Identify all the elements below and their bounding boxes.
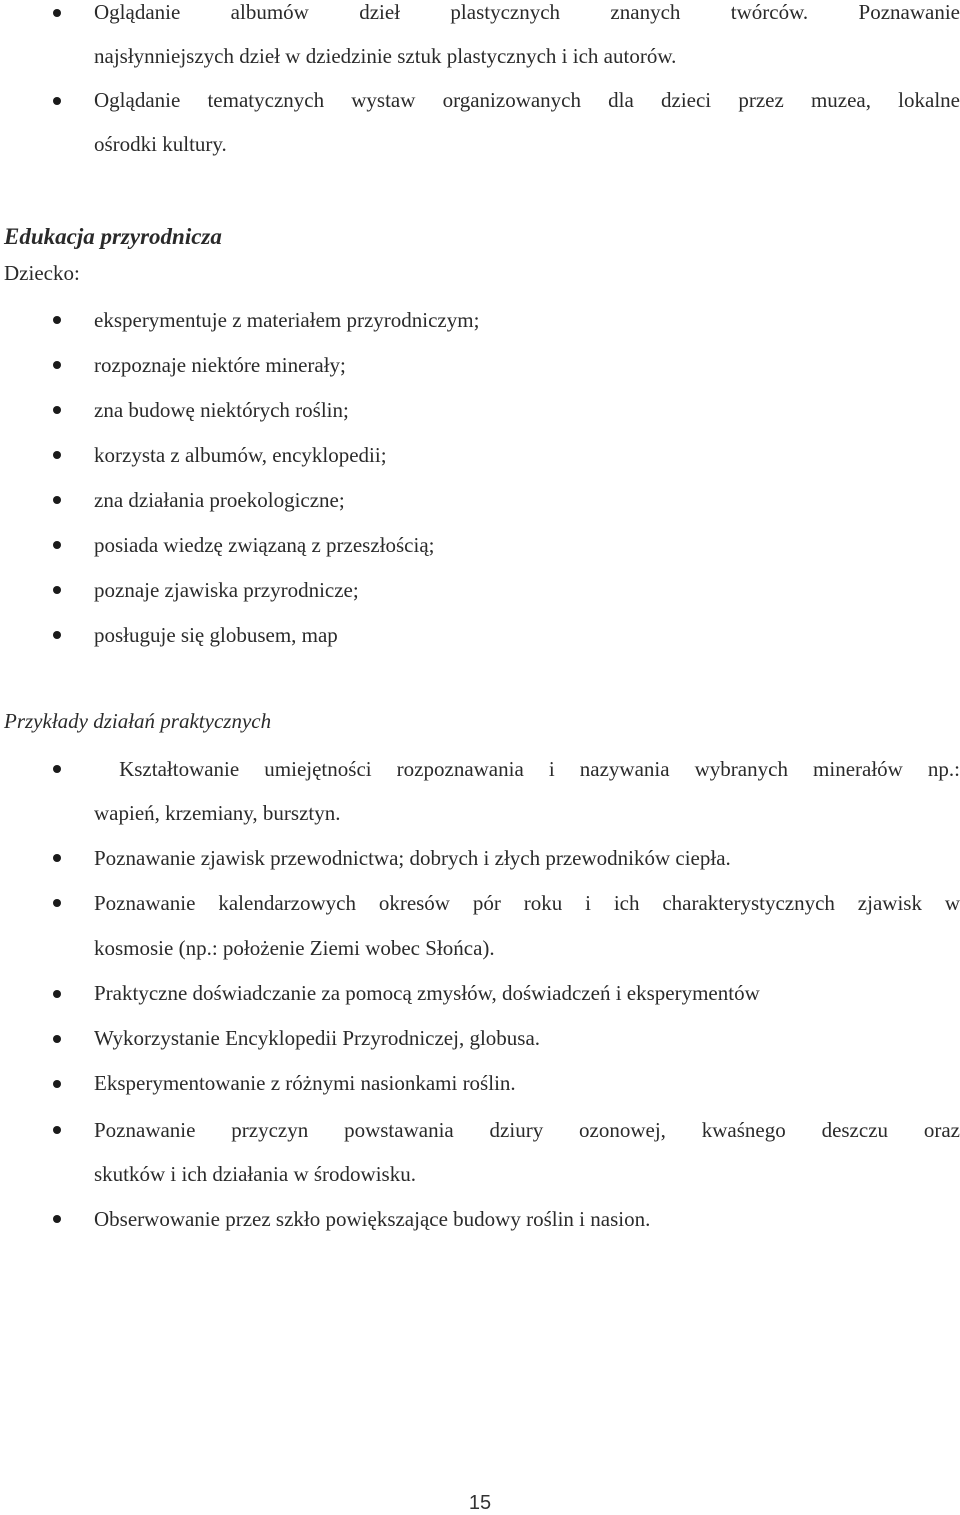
bullet-icon [53,854,61,862]
bullet-icon [53,1126,61,1134]
bullet-icon [53,765,61,773]
bullet-icon [53,406,61,414]
skill-item: posługuje się globusem, map [94,623,338,647]
bullet-icon [53,631,61,639]
bullet-icon [53,990,61,998]
bullet-icon [53,586,61,594]
bullet-icon [53,97,61,105]
skill-item: korzysta z albumów, encyklopedii; [94,443,387,467]
example-item-3-line-1: Poznawanie kalendarzowych okresów pór roku i ich charakterystycznych zjawisk w [94,891,960,915]
examples-title: Przykłady działań praktycznych [4,709,272,733]
skill-item: rozpoznaje niektóre minerały; [94,353,346,377]
example-item-5: Wykorzystanie Encyklopedii Przyrodniczej, globusa. [94,1026,541,1050]
bullet-icon [53,9,61,17]
bullet-icon [53,451,61,459]
section-title: Edukacja przyrodnicza [4,224,222,249]
top-item-2-line-1: Oglądanie tematycznych wystaw organizowanych dla dzieci przez muzea, lokalne [94,88,960,112]
bullet-icon [53,1035,61,1043]
skill-item: eksperymentuje z materiałem przyrodniczym; [94,308,480,332]
section-subject: Dziecko: [4,261,80,285]
bullet-icon [53,496,61,504]
top-item-2-line-2: ośrodki kultury. [94,132,227,156]
example-item-6: Eksperymentowanie z różnymi nasionkami roślin. [94,1071,516,1095]
page-number: 15 [468,1492,492,1514]
bullet-icon [53,899,61,907]
bullet-icon [53,361,61,369]
bullet-icon [53,541,61,549]
example-item-8: Obserwowanie przez szkło powiększające budowy roślin i nasion. [94,1207,651,1231]
example-item-1-line-2: wapień, krzemiany, bursztyn. [94,801,341,825]
skill-item: posiada wiedzę związaną z przeszłością; [94,533,435,557]
example-item-7-line-2: skutków i ich działania w środowisku. [94,1162,416,1186]
bullet-icon [53,1080,61,1088]
top-item-1-line-1: Oglądanie albumów dzieł plastycznych znanych twórców. Poznawanie [94,0,960,24]
example-item-4: Praktyczne doświadczanie za pomocą zmysłów, doświadczeń i eksperymentów [94,981,760,1005]
skill-item: zna budowę niektórych roślin; [94,398,349,422]
example-item-2: Poznawanie zjawisk przewodnictwa; dobrych i złych przewodników ciepła. [94,846,731,870]
example-item-7-line-1: Poznawanie przyczyn powstawania dziury ozonowej, kwaśnego deszczu oraz [94,1118,960,1142]
bullet-icon [53,1215,61,1223]
example-item-3-line-2: kosmosie (np.: położenie Ziemi wobec Słońca). [94,936,495,960]
top-item-1-line-2: najsłynniejszych dzieł w dziedzinie sztuk plastycznych i ich autorów. [94,44,677,68]
skill-item: poznaje zjawiska przyrodnicze; [94,578,359,602]
bullet-icon [53,316,61,324]
skill-item: zna działania proekologiczne; [94,488,345,512]
example-item-1-line-1: Kształtowanie umiejętności rozpoznawania i nazywania wybranych minerałów np.: [94,757,960,781]
